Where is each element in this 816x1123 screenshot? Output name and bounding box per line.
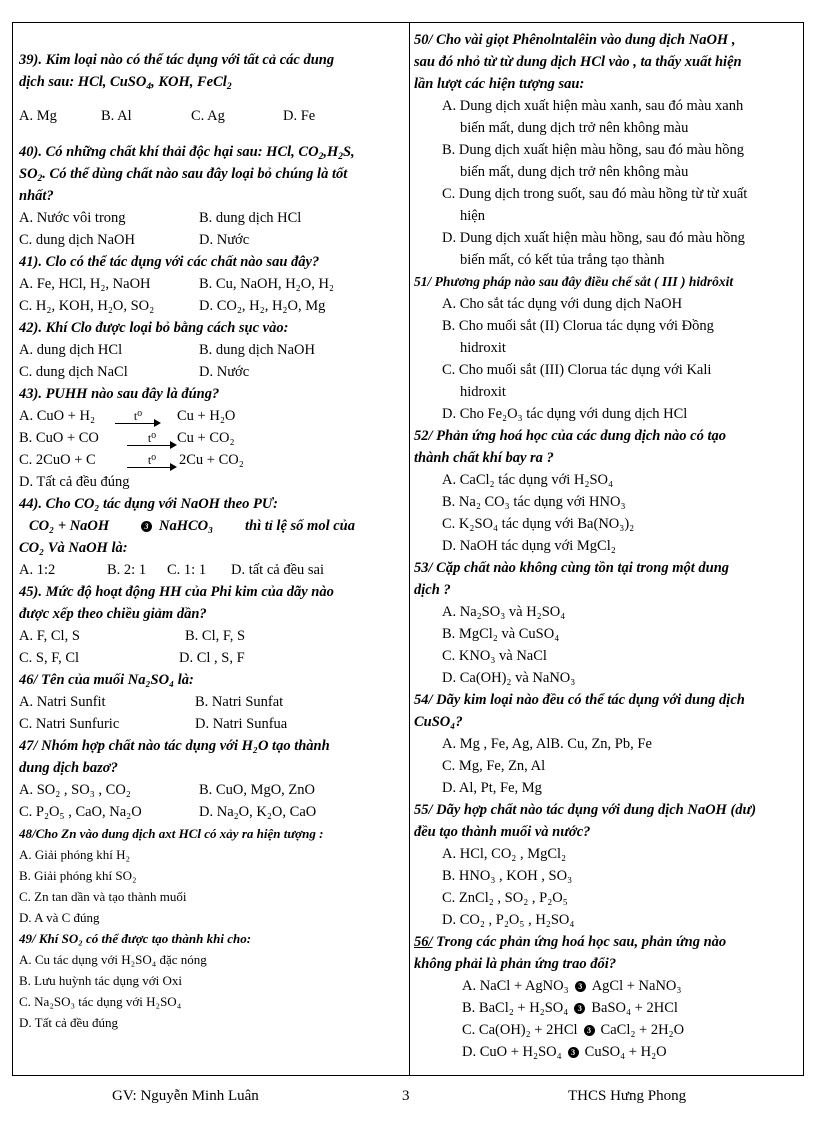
q51-option-c-cont: hidroxit (460, 384, 506, 400)
q41-options-cd (19, 295, 405, 317)
q52-option-a[interactable]: A. CaCl₂ tác dụng với H₂SO₄ (442, 472, 614, 488)
q55-option-c[interactable]: C. ZnCl₂ , SO₂ , P₂O₅ (442, 890, 568, 906)
q53-option-c[interactable]: C. KNO₃ và NaCl (442, 648, 547, 664)
q45-option-b[interactable]: B. Cl, F, S (185, 628, 246, 644)
q50-option-c-cont: hiện (460, 208, 485, 224)
q51-option-d[interactable]: D. Cho Fe₂O₃ tác dụng với dung dịch HCl (442, 406, 688, 422)
q48-option-d[interactable]: D. A và C đúng (19, 910, 100, 925)
q43-a-products: Cu + H₂O (177, 408, 236, 424)
q42-option-b[interactable]: B. dung dịch NaOH (199, 342, 315, 358)
q50-option-a-cont: biến mất, dung dịch trở nên không màu (460, 120, 689, 136)
q53-option-d[interactable]: D. Ca(OH)₂ và NaNO₃ (442, 670, 576, 686)
q48-option-b[interactable]: B. Giải phóng khí SO₂ (19, 868, 137, 883)
q49-title: 49/ Khí SO₂ có thể được tạo thành khi cho: (19, 931, 252, 946)
footer-school: THCS Hưng Phong (568, 1088, 687, 1104)
q39-option-a[interactable]: A. Mg (19, 108, 57, 124)
q40-options-cd (19, 229, 405, 251)
q48-title: 48/Cho Zn vào dung dịch axt HCl có xảy ra hiện tượng : (19, 826, 324, 841)
bullet-icon: 3 (574, 1003, 585, 1014)
q43-c-products: 2Cu + CO₂ (179, 452, 244, 468)
q43-b-arrow: t⁰ (123, 431, 181, 453)
q50-title-line1: 50/ Cho vài giọt Phênolntalêin vào dung dịch NaOH , (414, 32, 736, 48)
q50-option-a[interactable]: A. Dung dịch xuất hiện màu xanh, sau đó màu xanh (442, 98, 744, 114)
q50-option-d-cont: biến mất, có kết tủa trắng tạo thành (460, 252, 665, 268)
q43-option-d[interactable]: D. Tất cả đều đúng (19, 474, 130, 490)
q46-options-ab (19, 691, 405, 713)
q46-option-d[interactable]: D. Natri Sunfua (195, 716, 288, 732)
q39-title-line2: dịch sau: HCl, CuSO$_4$, KOH, FeCl$_2$ (19, 74, 232, 92)
q56-option-a[interactable]: A. NaCl + AgNO₃ 3 AgCl + NaNO₃ (462, 978, 682, 994)
q43-option-c[interactable] (19, 449, 405, 471)
q54-title-line1: 54/ Dãy kim loại nào đều có thể tác dụng với dung dịch (414, 692, 745, 708)
q45-option-a[interactable]: A. F, Cl, S (19, 628, 80, 644)
q46-option-b[interactable]: B. Natri Sunfat (195, 694, 284, 710)
q39-options (19, 105, 405, 127)
q51-title: 51/ Phương pháp nào sau đây điều chế sắt ( III ) hidrôxit (414, 274, 734, 289)
q45-options-cd (19, 647, 405, 669)
q52-title-line1: 52/ Phản ứng hoá học của các dung dịch nào có tạo (414, 428, 727, 444)
q56-title-line2: không phải là phản ứng trao đổi? (414, 956, 617, 972)
q49-option-c[interactable]: C. Na₂SO₃ tác dụng với H₂SO₄ (19, 994, 182, 1009)
footer-teacher: GV: Nguyễn Minh Luân (112, 1088, 259, 1104)
q47-option-b[interactable]: B. CuO, MgO, ZnO (199, 782, 316, 798)
q45-option-c[interactable]: C. S, F, Cl (19, 650, 80, 666)
q43-option-b[interactable] (19, 427, 405, 449)
q55-title-line2: đều tạo thành muối và nước? (414, 824, 591, 840)
q44-eq-products: NaHCO₃ (159, 518, 214, 534)
q44-option-d[interactable]: D. tất cả đều sai (231, 562, 325, 578)
q47-options-cd (19, 801, 405, 823)
q44-equation (19, 515, 405, 537)
q45-options-ab (19, 625, 405, 647)
q46-option-c[interactable]: C. Natri Sunfuric (19, 716, 120, 732)
footer-page-number: 3 (402, 1088, 410, 1104)
q52-title-line2: thành chất khí bay ra ? (414, 450, 554, 466)
q49-option-d[interactable]: D. Tất cả đều đúng (19, 1015, 119, 1030)
q48-option-a[interactable]: A. Giải phóng khí H₂ (19, 847, 131, 862)
q52-option-b[interactable]: B. Na₂ CO₃ tác dụng với HNO₃ (442, 494, 626, 510)
q41-option-a[interactable]: A. Fe, HCl, H₂, NaOH (19, 276, 151, 292)
q43-b-products: Cu + CO₂ (177, 430, 235, 446)
q47-options-ab (19, 779, 405, 801)
q47-title-line2: dung dịch bazơ? (19, 760, 118, 776)
q55-title-line1: 55/ Dãy hợp chất nào tác dụng với dung dịch NaOH (dư) (414, 802, 757, 818)
q40-option-a[interactable]: A. Nước vôi trong (19, 210, 126, 226)
q46-options-cd (19, 713, 405, 735)
q51-option-c[interactable]: C. Cho muối sắt (III) Clorua tác dụng với Kali (442, 362, 712, 378)
q50-option-c[interactable]: C. Dung dịch trong suốt, sau đó màu hồng từ từ xuất (442, 186, 748, 202)
q44-eq-bullet-icon: 3 (141, 515, 152, 537)
q50-title-line3: lần lượt các hiện tượng sau: (414, 76, 585, 92)
q42-option-d[interactable]: D. Nước (199, 364, 250, 380)
q39-option-d[interactable]: D. Fe (283, 108, 316, 124)
q56-title-line1: 56/ Trong các phản ứng hoá học sau, phản ứng nào (414, 934, 727, 950)
q47-option-d[interactable]: D. Na₂O, K₂O, CaO (199, 804, 317, 820)
q44-option-c[interactable]: C. 1: 1 (167, 562, 207, 578)
q47-option-c[interactable]: C. P₂O₅ , CaO, Na₂O (19, 804, 142, 820)
q47-title-line1: 47/ Nhóm hợp chất nào tác dụng với H₂O tạo thành (19, 738, 330, 754)
q56-number: 56/ (414, 934, 433, 950)
column-divider (409, 23, 410, 1075)
q45-title-line1: 45). Mức độ hoạt động HH của Phi kim của dãy nào (19, 584, 334, 600)
q49-option-b[interactable]: B. Lưu huỳnh tác dụng với Oxi (19, 973, 183, 988)
q44-option-a[interactable]: A. 1:2 (19, 562, 56, 578)
q55-option-a[interactable]: A. HCl, CO₂ , MgCl₂ (442, 846, 567, 862)
q55-option-b[interactable]: B. HNO₃ , KOH , SO₃ (442, 868, 573, 884)
q40-title-line3: nhất? (19, 188, 54, 204)
q43-a-reactants: A. CuO + H₂ (19, 408, 96, 424)
q52-option-d[interactable]: D. NaOH tác dụng với MgCl₂ (442, 538, 616, 554)
q40-title-line1: 40). Có những chất khí thải độc hại sau: HCl, $CO_2,H_2S$, (19, 144, 355, 162)
q43-title: 43). PUHH nào sau đây là đúng? (19, 386, 220, 402)
bullet-icon: 3 (584, 1025, 595, 1036)
q41-options-ab (19, 273, 405, 295)
q53-title-line2: dịch ? (414, 582, 451, 598)
q40-option-c[interactable]: C. dung dịch NaOH (19, 232, 135, 248)
bullet-icon: 3 (568, 1047, 579, 1058)
q41-option-b[interactable]: B. Cu, NaOH, H₂O, H₂ (199, 276, 334, 292)
q46-title: 46/ Tên của muối Na₂SO₄ là: (19, 672, 194, 688)
q53-option-a[interactable]: A. Na₂SO₃ và H₂SO₄ (442, 604, 566, 620)
q42-option-c[interactable]: C. dung dịch NaCl (19, 364, 128, 380)
q47-option-a[interactable]: A. SO₂ , SO₃ , CO₂ (19, 782, 131, 798)
q40-title-line2: $SO_2$. Có thể dùng chất nào sau đây loại bỏ chúng là tốt (19, 166, 348, 184)
q52-option-c[interactable]: C. K₂SO₄ tác dụng với Ba(NO₃)₂ (442, 516, 635, 532)
q44-eq-tail: thì tỉ lệ số mol của (245, 518, 355, 534)
q54-option-c[interactable]: C. Mg, Fe, Zn, Al (442, 758, 546, 774)
q50-option-d[interactable]: D. Dung dịch xuất hiện màu hồng, sau đó màu hồng (442, 230, 745, 246)
q54-option-ab[interactable]: A. Mg , Fe, Ag, AlB. Cu, Zn, Pb, Fe (442, 736, 652, 752)
q51-option-b-cont: hidroxit (460, 340, 506, 356)
q43-a-arrow: t⁰ (111, 409, 165, 431)
q55-option-d[interactable]: D. CO₂ , P₂O₅ , H₂SO₄ (442, 912, 575, 928)
right-column (414, 23, 802, 1075)
q43-b-reactants: B. CuO + CO (19, 430, 99, 446)
q50-option-b[interactable]: B. Dung dịch xuất hiện màu hồng, sau đó màu hồng (442, 142, 745, 158)
q54-title-line2: CuSO₄? (414, 714, 463, 730)
q40-option-b[interactable]: B. dung dịch HCl (199, 210, 302, 226)
page-footer (0, 1088, 816, 1110)
q43-c-arrow: t⁰ (123, 453, 181, 475)
q49-option-a[interactable]: A. Cu tác dụng với H₂SO₄ đặc nóng (19, 952, 207, 967)
q43-c-reactants: C. 2CuO + C (19, 452, 96, 468)
q46-option-a[interactable]: A. Natri Sunfit (19, 694, 106, 710)
q42-options-cd (19, 361, 405, 383)
q39-option-c[interactable]: C. Ag (191, 108, 225, 124)
q42-options-ab (19, 339, 405, 361)
q41-title: 41). Clo có thể tác dụng với các chất nào sau đây? (19, 254, 320, 270)
q44-line3: CO₂ Và NaOH là: (19, 540, 128, 556)
q42-option-a[interactable]: A. dung dịch HCl (19, 342, 123, 358)
bullet-icon: 3 (575, 981, 586, 992)
q44-title: 44). Cho CO₂ tác dụng với NaOH theo PƯ: (19, 496, 278, 512)
q53-option-b[interactable]: B. MgCl₂ và CuSO₄ (442, 626, 560, 642)
q50-option-b-cont: biến mất, dung dịch trở nên không màu (460, 164, 689, 180)
q41-option-c[interactable]: C. H₂, KOH, H₂O, SO₂ (19, 298, 155, 314)
page-frame (12, 22, 804, 1076)
q43-option-a[interactable] (19, 405, 405, 427)
q51-option-b[interactable]: B. Cho muối sắt (II) Clorua tác dụng với Đồng (442, 318, 714, 334)
q54-option-d[interactable]: D. Al, Pt, Fe, Mg (442, 780, 542, 796)
q41-option-d[interactable]: D. CO₂, H₂, H₂O, Mg (199, 298, 326, 314)
q45-title-line2: được xếp theo chiều giảm dần? (19, 606, 207, 622)
q53-title-line1: 53/ Cặp chất nào không cùng tồn tại trong một dung (414, 560, 730, 576)
q44-options (19, 559, 405, 581)
q44-eq-reactants: CO₂ + NaOH (29, 518, 110, 534)
q39-title-line1: 39). Kim loại nào có thể tác dụng với tất cả các dung (19, 52, 335, 68)
q50-title-line2: sau đó nhỏ từ từ dung dịch HCl vào , ta thấy xuất hiện (414, 54, 742, 70)
q48-option-c[interactable]: C. Zn tan dần và tạo thành muối (19, 889, 187, 904)
q56-option-c[interactable]: C. Ca(OH)₂ + 2HCl 3 CaCl₂ + 2H₂O (462, 1022, 685, 1038)
q39-option-b[interactable]: B. Al (101, 108, 132, 124)
q40-options-ab (19, 207, 405, 229)
q44-option-b[interactable]: B. 2: 1 (107, 562, 147, 578)
q56-option-b[interactable]: B. BaCl₂ + H₂SO₄ 3 BaSO₄ + 2HCl (462, 1000, 678, 1016)
q45-option-d[interactable]: D. Cl , S, F (179, 650, 245, 666)
q40-option-d[interactable]: D. Nước (199, 232, 250, 248)
q56-option-d[interactable]: D. CuO + H₂SO₄ 3 CuSO₄ + H₂O (462, 1044, 667, 1060)
q51-option-a[interactable]: A. Cho sắt tác dụng với dung dịch NaOH (442, 296, 683, 312)
q42-title: 42). Khí Clo được loại bỏ bằng cách sục vào: (19, 320, 289, 336)
left-column (19, 23, 405, 1075)
